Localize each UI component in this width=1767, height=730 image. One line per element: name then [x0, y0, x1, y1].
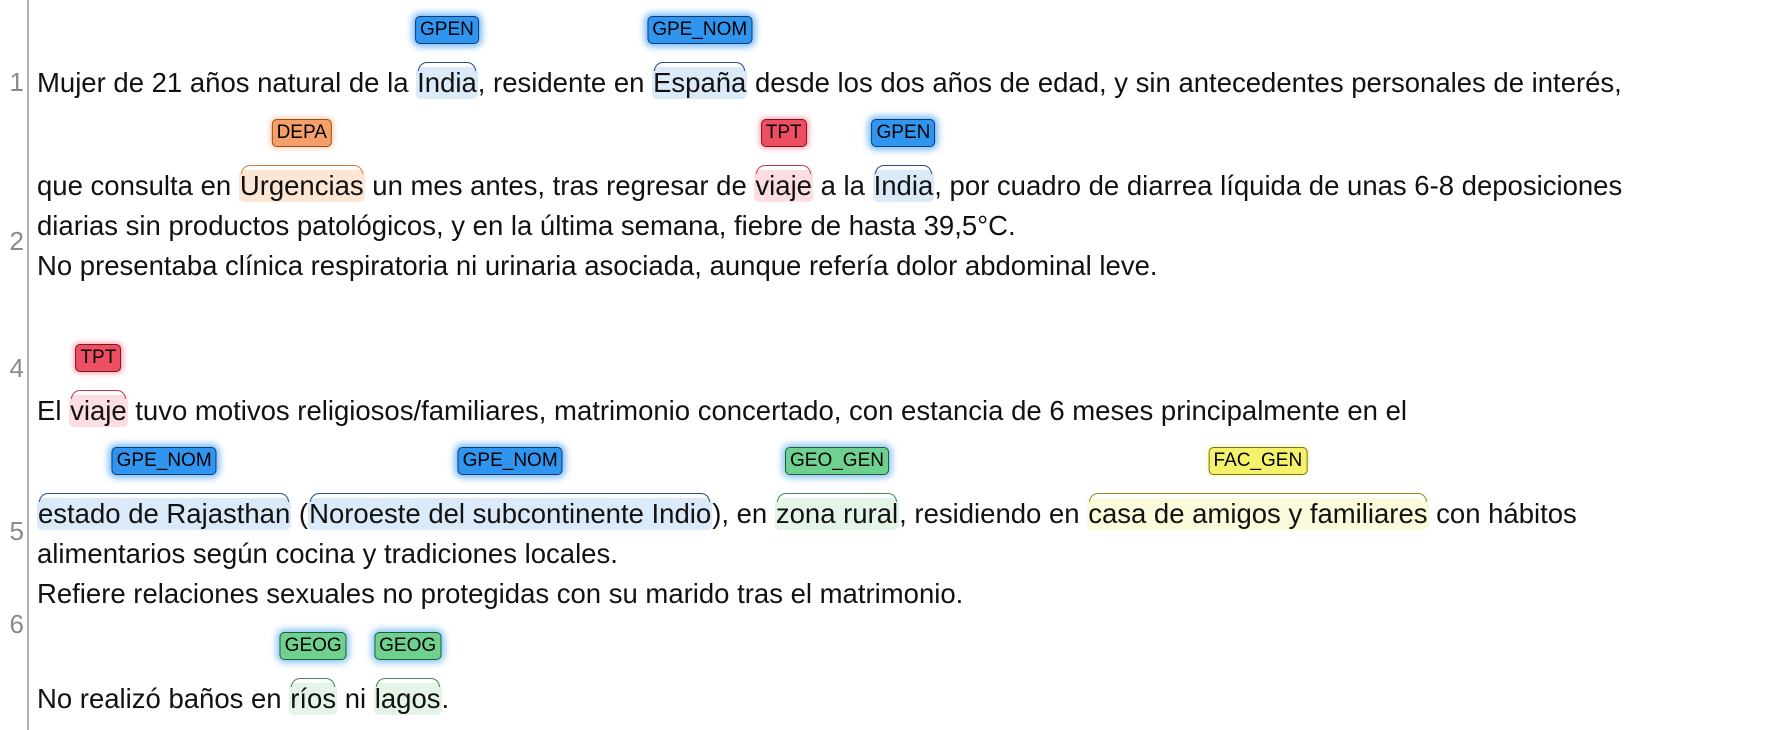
sentence-2 — [37, 250, 1158, 282]
sentence-text: , por cuadro de diarrea líquida de unas 6-8 deposiciones — [934, 170, 1623, 201]
line-number: 4 — [9, 353, 24, 383]
sentence-text: El — [37, 395, 70, 426]
entity-brace — [291, 678, 335, 687]
entity-label[interactable]: GEOG — [280, 632, 347, 660]
sentence-text: un mes antes, tras regresar de — [364, 170, 755, 201]
sentence-text: ni — [337, 683, 374, 714]
sentence-text: , residente en — [477, 67, 653, 98]
entity-span[interactable] — [284, 635, 342, 715]
entity-span[interactable] — [652, 19, 748, 99]
entity-text: zona rural — [775, 498, 899, 529]
entity-brace — [71, 390, 126, 399]
sentence-4-row-3 — [37, 538, 618, 570]
entity-brace — [777, 493, 897, 502]
entity-label[interactable]: GPE_NOM — [647, 16, 752, 44]
entity-label[interactable]: TPT — [75, 344, 121, 372]
entity-text: ríos — [290, 683, 337, 714]
line-number: 2 — [9, 226, 24, 256]
entity-span[interactable] — [239, 122, 365, 202]
entity-label[interactable]: GEOG — [374, 632, 441, 660]
sentence-1-row-1 — [37, 19, 1622, 99]
entity-text: viaje — [755, 170, 812, 201]
line-gutter-divider — [27, 0, 29, 730]
line-number: 1 — [9, 67, 24, 97]
entity-text: estado de Rajasthan — [38, 498, 291, 529]
sentence-5 — [37, 578, 963, 610]
entity-label[interactable]: GPEN — [415, 16, 479, 44]
entity-span[interactable] — [37, 450, 291, 530]
entity-text: India — [417, 67, 477, 98]
entity-brace — [241, 165, 363, 174]
sentence-text: con hábitos — [1428, 498, 1577, 529]
entity-label[interactable]: GPE_NOM — [112, 447, 217, 475]
entity-label[interactable]: TPT — [761, 119, 807, 147]
entity-text: España — [653, 67, 747, 98]
entity-span[interactable] — [374, 635, 442, 715]
entity-label[interactable]: DEPA — [272, 119, 332, 147]
entity-span[interactable] — [308, 450, 712, 530]
sentence-text: tuvo motivos religiosos/familiares, matrimonio concertado, con estancia de 6 meses principalmente en el — [127, 395, 1408, 426]
entity-brace — [418, 62, 476, 71]
entity-span[interactable] — [416, 19, 478, 99]
sentence-text: Refiere relaciones sexuales no protegidas con su marido tras el matrimonio. — [37, 578, 964, 609]
entity-text: Noroeste del subcontinente Indio — [309, 498, 712, 529]
entity-brace — [654, 62, 745, 71]
line-number: 5 — [9, 516, 24, 546]
sentence-4-row-1 — [37, 347, 1408, 427]
entity-label[interactable]: GPEN — [871, 119, 935, 147]
entity-span[interactable] — [754, 122, 813, 202]
entity-brace — [756, 165, 811, 174]
sentence-4-row-2 — [37, 450, 1577, 530]
sentence-1-row-2 — [37, 122, 1623, 202]
entity-span[interactable] — [775, 450, 899, 530]
sentence-text: desde los dos años de edad, y sin antecedentes personales de interés, — [747, 67, 1622, 98]
sentence-text: No realizó baños en — [37, 683, 290, 714]
line-number: 6 — [9, 609, 24, 639]
sentence-text: ( — [291, 498, 309, 529]
entity-label[interactable]: FAC_GEN — [1209, 447, 1308, 475]
sentence-1-row-3 — [37, 210, 1016, 242]
sentence-text: a la — [812, 170, 873, 201]
entity-brace — [376, 678, 440, 687]
entity-span[interactable] — [873, 122, 935, 202]
sentence-text: No presentaba clínica respiratoria ni urinaria asociada, aunque refería dolor abdominal leve. — [37, 250, 1158, 281]
entity-brace — [310, 493, 710, 502]
sentence-text: , residiendo en — [899, 498, 1088, 529]
entity-text: India — [873, 170, 934, 201]
entity-text: Urgencias — [239, 170, 364, 201]
sentence-text: ), en — [712, 498, 775, 529]
entity-text: viaje — [70, 395, 127, 426]
entity-brace — [39, 493, 289, 502]
sentence-text: Mujer de 21 años natural de la — [37, 67, 417, 98]
entity-text: lagos — [374, 683, 441, 714]
sentence-6 — [37, 635, 450, 715]
entity-span[interactable] — [1087, 450, 1428, 530]
entity-text: casa de amigos y familiares — [1088, 498, 1428, 529]
entity-label[interactable]: GEO_GEN — [785, 447, 889, 475]
sentence-text: . — [441, 683, 450, 714]
entity-brace — [1089, 493, 1426, 502]
entity-brace — [875, 165, 933, 174]
sentence-text: diarias sin productos patológicos, y en la última semana, fiebre de hasta 39,5°C. — [37, 210, 1016, 241]
entity-label[interactable]: GPE_NOM — [458, 447, 563, 475]
sentence-text: alimentarios según cocina y tradiciones locales. — [37, 538, 618, 569]
entity-span[interactable] — [69, 347, 128, 427]
sentence-text: que consulta en — [37, 170, 239, 201]
